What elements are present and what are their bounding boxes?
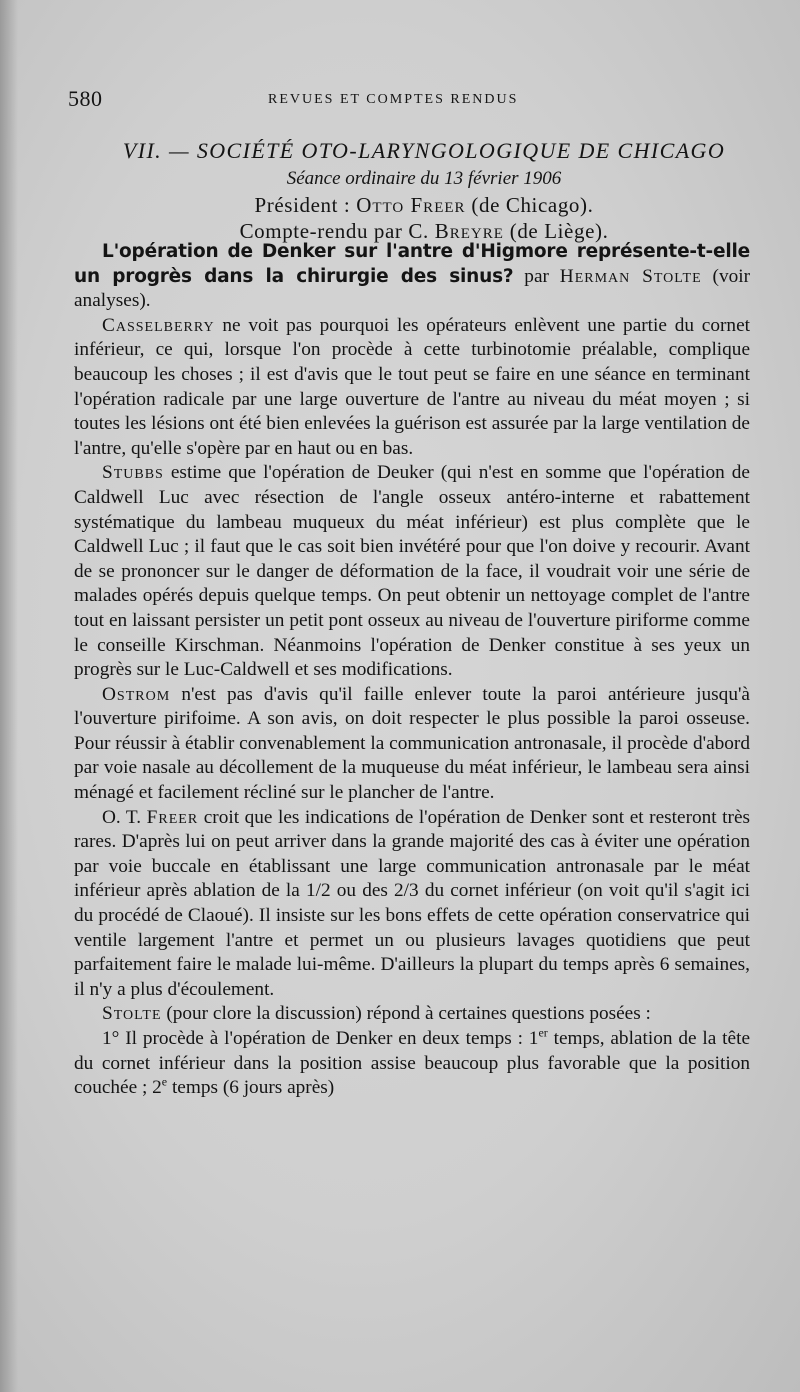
page-header xyxy=(68,86,760,116)
reporter-label: Compte-rendu par C. xyxy=(239,219,435,243)
speaker-stolte: Stolte xyxy=(102,1003,162,1025)
session-date: Séance ordinaire du 13 février 1906 xyxy=(286,168,562,189)
point-text-a: 1° Il procède à l'opération de Denker en deux temps : 1 xyxy=(102,1028,539,1049)
paragraph-point-1 xyxy=(74,1027,750,1101)
president-line xyxy=(74,192,774,218)
paragraph-ostrom xyxy=(74,683,750,806)
paragraph-stubbs xyxy=(74,461,750,682)
article-title xyxy=(74,240,750,314)
paragraph-text: croit que les indications de l'opération de Denker sont et resteront très rares. D'après lui on peut arriver dans la grande majorité des cas à éviter une opération par voie buccale en établissant une large communication antronasale par le méat inférieur après ablation de la 1/2 ou des 2/3 du cornet inférieur (on voit qu'il s'agit ici du procédé de Claoué). Il insiste sur les bons effets de cette opération conservatrice qui ventile largement l'antre et permet un ou plusieurs lavages quotidiens que peut parfaitement faire le malade lui-même. D'ailleurs la plupart du temps après 6 semaines, il n'y a plus d'écoulement. xyxy=(74,806,751,1000)
article-title-tail: (voir analyses). xyxy=(74,265,750,312)
article-body xyxy=(74,240,750,1101)
paragraph-stolte xyxy=(74,1002,750,1027)
speaker-ostrom: Ostrom xyxy=(102,683,171,705)
reporter-name: Breyre xyxy=(434,219,504,243)
speaker-freer: Freer xyxy=(146,806,199,828)
page-number: 580 xyxy=(68,86,103,111)
president-place: (de Chicago). xyxy=(465,193,594,217)
section-heading xyxy=(74,136,774,244)
article-author: Herman Stolte xyxy=(559,265,702,287)
paragraph-casselberry xyxy=(74,314,750,462)
paragraph-text: ne voit pas pourquoi les opérateurs enlèvent une partie du cornet inférieur, ce qui, lorsque l'on procède à cette turbinotomie préalable, complique beaucoup les choses ; il est d'avis que le tout peut se faire en une séance en terminant l'opération radicale par une large ouverture de l'antre au niveau du méat moyen ; si toutes les lésions ont été bien enlevées la guérison est assurée par la large ventilation de l'antre, qu'elle s'opère par en haut ou en bas. xyxy=(74,314,750,459)
paragraph-text: n'est pas d'avis qu'il faille enlever toute la paroi antérieure jusqu'à l'ouverture pirifoime. A son avis, on doit respecter le plus possible la paroi osseuse. Pour réussir à établir convenablement la communication antronasale, il procède d'abord par voie nasale au décollement de la muqueuse du méat inférieur, le lambeau sera ainsi ménagé et facilement récliné sur le plancher de l'antre. xyxy=(74,683,750,804)
section-title: VII. — SOCIÉTÉ OTO-LARYNGOLOGIQUE DE CHICAGO xyxy=(122,138,726,163)
running-head: REVUES ET COMPTES RENDUS xyxy=(268,92,519,107)
speaker-stubbs: Stubbs xyxy=(102,462,164,484)
paragraph-text: estime que l'opération de Deuker (qui n'est en somme que l'opération de Caldwell Luc avec résection de l'angle osseux antéro-interne et rabattement systématique du lambeau muqueux du méat inférieur) est plus complète que le Caldwell Luc ; il faut que le cas soit bien invétéré pour que l'on doive y recourir. Avant de se prononcer sur le danger de déformation de la face, il voudrait voir une série de malades opérés depuis quelque temps. On peut obtenir un nettoyage complet de l'antre tout en laissant persister un petit pont osseux au niveau de l'ouverture piriforme comme le conseille Kirschman. Néanmoins l'opération de Denker constitue à ses yeux un progrès sur le Luc-Caldwell et ses modifications. xyxy=(74,462,750,681)
superscript-e: e xyxy=(161,1074,168,1089)
reporter-place: (de Liège). xyxy=(503,219,609,243)
speaker-casselberry: Casselberry xyxy=(102,314,215,336)
article-title-bold: L'opération de Denker sur l'antre d'Higmore représente-t-elle un progrès dans la chirurgie des sinus? xyxy=(74,241,750,287)
president-label: Président : xyxy=(254,193,357,217)
president-name: Otto Freer xyxy=(356,193,466,217)
paragraph-text: (pour clore la discussion) répond à certaines questions posées : xyxy=(161,1003,651,1025)
point-text-b: temps, ablation de la tête du cornet inférieur dans la position assise beaucoup plus favorable que la position couchée ; 2 xyxy=(74,1028,750,1099)
page-binding-shadow xyxy=(0,0,18,1392)
point-text-c: temps (6 jours après) xyxy=(167,1077,335,1099)
speaker-prefix: O. T. xyxy=(102,806,147,828)
article-title-by: par xyxy=(513,265,560,287)
superscript-er: er xyxy=(538,1025,548,1040)
paragraph-freer xyxy=(74,806,750,1003)
